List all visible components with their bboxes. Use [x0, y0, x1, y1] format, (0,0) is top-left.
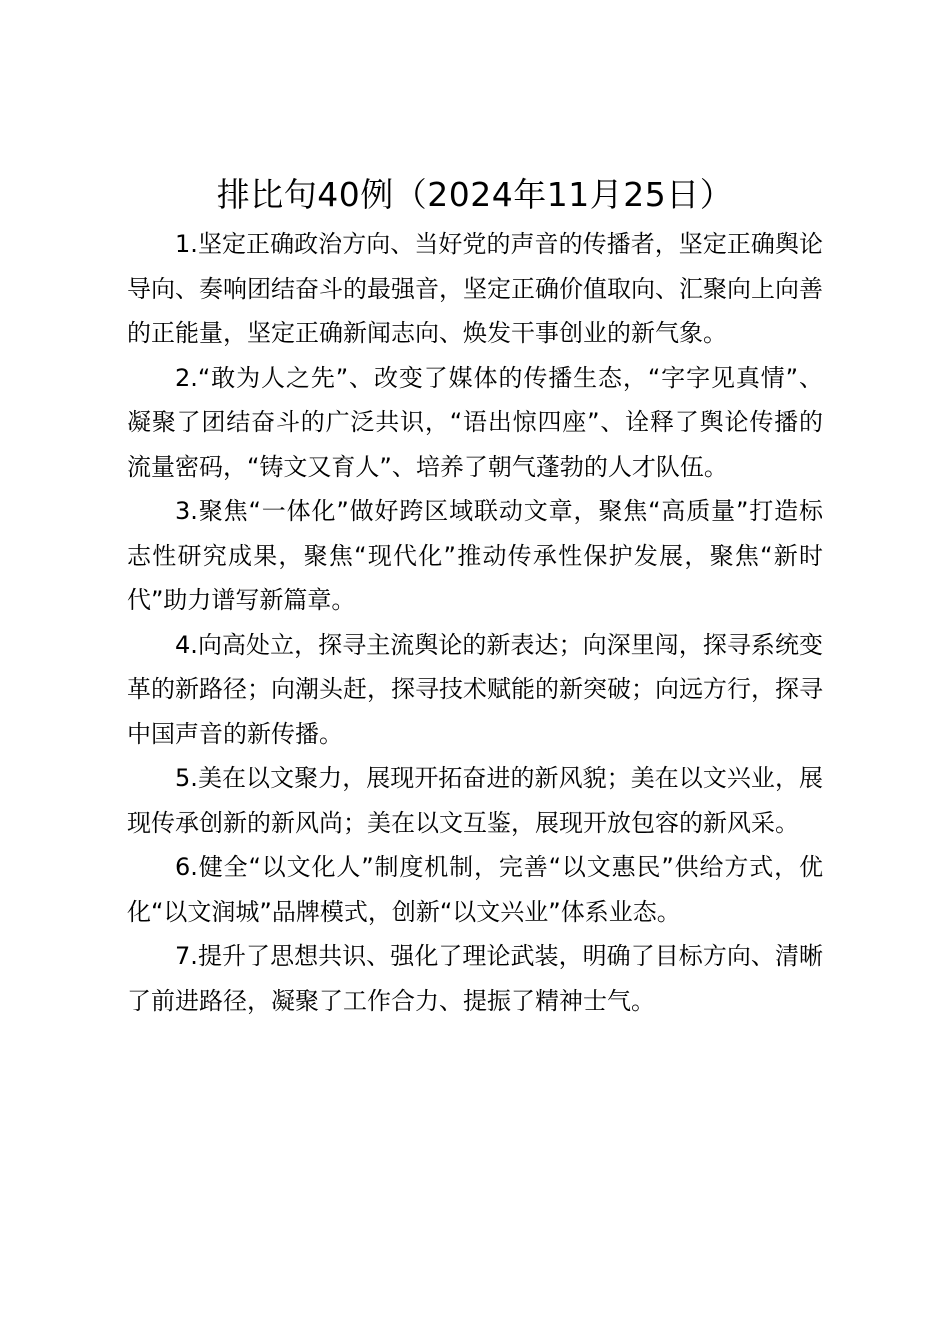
- paragraph-3: 3.聚焦“一体化”做好跨区域联动文章，聚焦“高质量”打造标志性研究成果，聚焦“现代化”推动传承性保护发展，聚焦“新时代”助力谱写新篇章。: [127, 497, 823, 614]
- paragraph-2: 2.“敢为人之先”、改变了媒体的传播生态，“字字见真情”、凝聚了团结奋斗的广泛共识，“语出惊四座”、诠释了舆论传播的流量密码，“铸文又育人”、培养了朝气蓬勃的人才队伍。: [127, 363, 823, 481]
- document-page: [127, 172, 823, 1023]
- paragraph-5: 5.美在以文聚力，展现开拓奋进的新风貌；美在以文兴业，展现传承创新的新风尚；美在以文互鉴，展现开放包容的新风采。: [127, 764, 823, 837]
- document-title: 排比句40例（2024年11月25日）: [216, 175, 734, 214]
- paragraph-7: 7.提升了思想共识、强化了理论武装，明确了目标方向、清晰了前进路径，凝聚了工作合力、提振了精神士气。: [127, 942, 823, 1015]
- paragraph-1: 1.坚定正确政治方向、当好党的声音的传播者，坚定正确舆论导向、奏响团结奋斗的最强音，坚定正确价值取向、汇聚向上向善的正能量，坚定正确新闻志向、焕发干事创业的新气象。: [127, 230, 823, 347]
- paragraph-6: 6.健全“以文化人”制度机制，完善“以文惠民”供给方式，优化“以文润城”品牌模式，创新“以文兴业”体系业态。: [127, 853, 823, 926]
- paragraph-4: 4.向高处立，探寻主流舆论的新表达；向深里闯，探寻系统变革的新路径；向潮头赶，探寻技术赋能的新突破；向远方行，探寻中国声音的新传播。: [127, 630, 823, 748]
